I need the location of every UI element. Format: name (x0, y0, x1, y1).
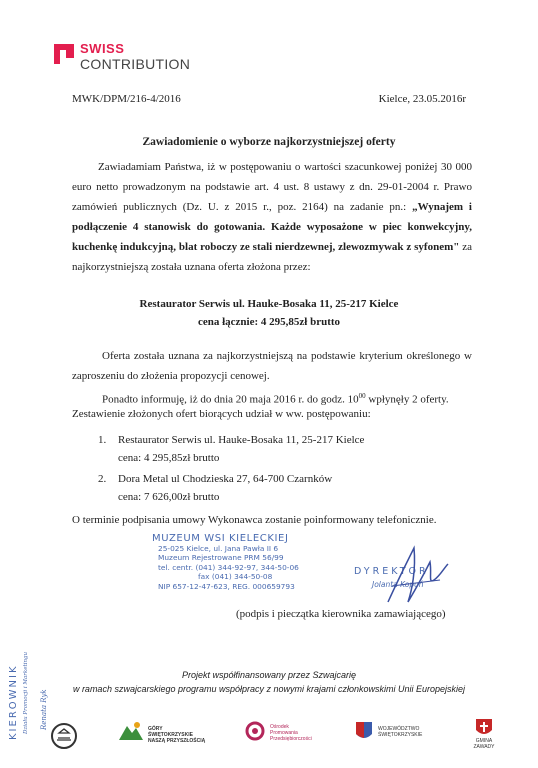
gmina-zawady-logo (466, 718, 502, 754)
place-date: Kielce, 23.05.2016r (378, 93, 466, 105)
stamp-line-1: MUZEUM WSI KIELECKIEJ (152, 533, 289, 544)
stamp-line-6: NIP 657-12-47-623, REG. 000659793 (158, 581, 295, 591)
intro-text: Zawiadamiam Państwa, iż w postępowaniu o wartości szacunkowej poniżej 30 000 euro netto prowadzonym na podstawie art. 4 ust. 8 ustawy z dn. 29-01-2004 r. Prawo zamówień publicznych (Dz. U. z 2015 r., poz. 2164) na zadanie pn.: (72, 161, 472, 213)
osrodek-promowania-label: Ośrodek Promowania Przedsiębiorczości (270, 724, 312, 742)
offers-list-heading: Zestawienie złożonych ofert biorących udział w ww. postępowaniu: (72, 408, 371, 420)
gory-swietokrzyskie-label: GÓRY ŚWIĘTOKRZYSKIE NASZĄ PRZYSZŁOŚCIĄ (148, 726, 206, 744)
logo-contribution-text: CONTRIBUTION (80, 56, 191, 72)
museum-logo-icon (50, 722, 78, 750)
tender-subject: „Wynajem i podłączenie 4 stanowisk do gotowania. Każde wyposażone w piec konwekcyjny, kuchenkę indukcyjną, blat roboczy ze stali nierdzewnej, zlewozmywak z syfonem" (72, 201, 472, 253)
offer-2-price: cena: 7 626,00zł brutto (118, 491, 220, 503)
osrodek-promowania-logo-icon (244, 720, 266, 744)
winner-price: cena łącznie: 4 295,85zł brutto (197, 316, 341, 328)
stamp-line-4: tel. centr. (041) 344-92-97, 344-50-06 (158, 562, 299, 572)
document-title: Zawiadomienie o wyborze najkorzystniejszej oferty (142, 136, 396, 148)
offer-1-number: 1. (98, 434, 107, 446)
footer-cofinancing-line: Projekt współfinansowany przez Szwajcarię (181, 670, 357, 680)
wojewodztwo-logo (354, 718, 426, 754)
gory-swietokrzyskie-logo (118, 718, 208, 754)
offer-2-name: Dora Metal ul Chodzieska 27, 64-700 Czarnków (118, 473, 333, 485)
closing-paragraph: O terminie podpisania umowy Wykonawca zostanie poinformowany telefonicznie. (72, 514, 437, 526)
hour-superscript: 00 (358, 392, 366, 400)
offers-info-text: Ponadto informuję, iż do dnia 20 maja 2016 r. do godz. 10 (102, 393, 359, 406)
winner-name: Restaurator Serwis ul. Hauke-Bosaka 11, 25-217 Kielce (139, 298, 399, 310)
museum-stamp (152, 534, 299, 592)
signature-caption: (podpis i pieczątka kierownika zamawiającego) (236, 608, 446, 620)
wojewodztwo-label: WOJEWÓDZTWO ŚWIĘTOKRZYSKIE (378, 726, 423, 738)
gmina-zawady-logo-icon (475, 718, 493, 738)
document-reference: MWK/DPM/216-4/2016 (72, 93, 181, 105)
osrodek-promowania-logo (244, 718, 310, 754)
offers-info-count: wpłynęły 2 oferty. (365, 393, 449, 406)
stamp-line-3: Muzeum Rejestrowane PRM 56/99 (158, 553, 284, 563)
offer-1-name: Restaurator Serwis ul. Hauke-Bosaka 11, 25-217 Kielce (118, 434, 365, 446)
wojewodztwo-swietokrzyskie-logo-icon (354, 720, 374, 744)
gmina-zawady-label: GMINA ZAWADY (473, 738, 495, 750)
intro-text-end: za najkorzystniejszą została uznana oferta złożona przez: (72, 241, 473, 273)
gory-swietokrzyskie-logo-icon (118, 720, 144, 742)
swiss-contribution-logo-icon (54, 44, 74, 64)
criterion-paragraph: Oferta została uznana za najkorzystniejszą na podstawie kryterium określonego w zaproszeniu do złożenia propozycji cenowej. (72, 350, 472, 382)
intro-paragraph (72, 157, 472, 277)
svg-text:Działu Promocji i Marketingu: Działu Promocji i Marketingu (23, 651, 29, 734)
logo-swiss-text: SWISS (80, 41, 125, 56)
svg-text:KIEROWNIK: KIEROWNIK (8, 664, 19, 740)
signature-icon (378, 540, 458, 610)
stamp-line-5: fax (041) 344-50-08 (198, 572, 273, 582)
offer-1-price: cena: 4 295,85zł brutto (118, 452, 220, 464)
director-stamp-name: Jolanta Kopoń (372, 580, 424, 589)
svg-text:Renata Ryk: Renata Ryk (40, 689, 48, 730)
director-stamp-title: DYREKTOR (354, 566, 429, 577)
stamp-line-2: 25-025 Kielce, ul. Jana Pawła II 6 (158, 543, 279, 553)
offer-2-number: 2. (98, 473, 107, 485)
footer-programme-line: w ramach szwajcarskiego programu współpracy z nowymi krajami członkowskimi Unii Europejskiej (72, 684, 466, 694)
